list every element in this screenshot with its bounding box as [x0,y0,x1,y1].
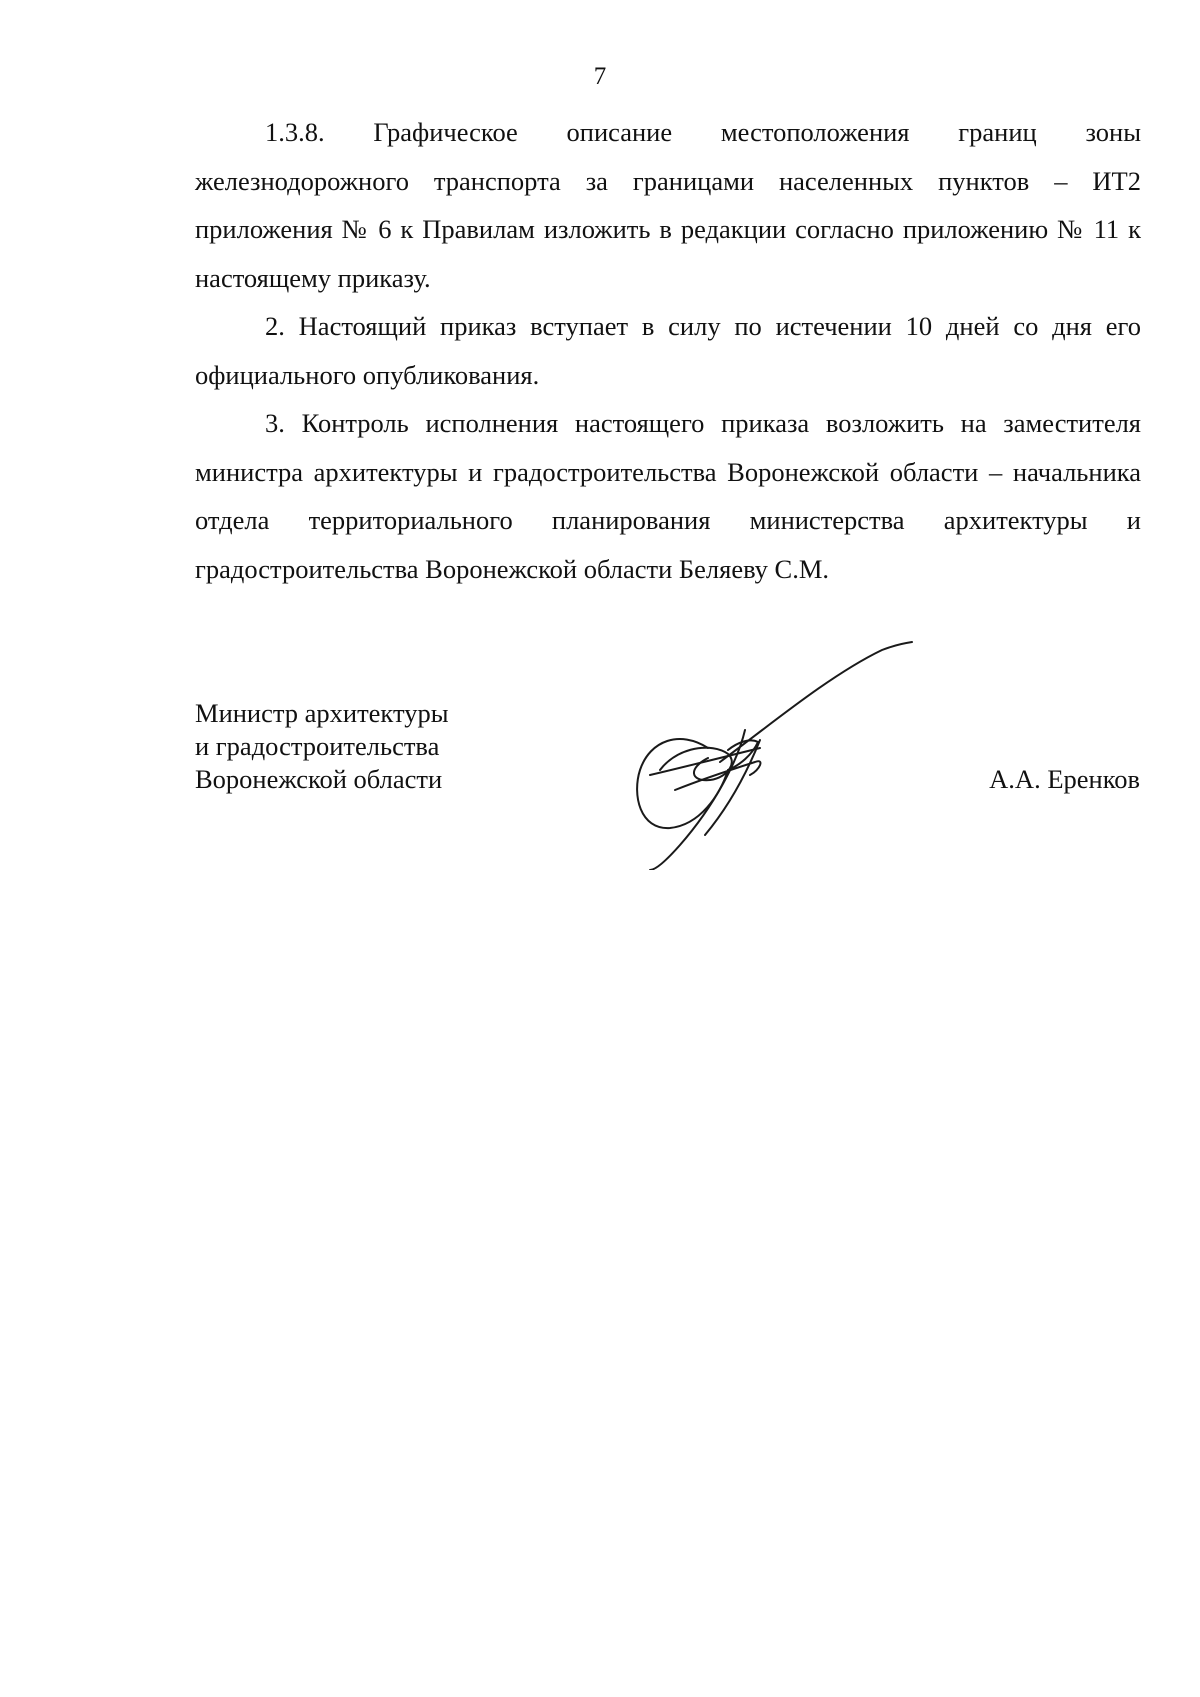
signer-name: А.А. Еренков [989,764,1140,794]
paragraph-1-3-8: 1.3.8. Графическое описание местоположения границ зоны железнодорожного транспорта за границами населенных пунктов – ИТ2 приложения № 6 к Правилам изложить в редакции согласно приложению № 11 к настоящему приказу. [195,117,1141,293]
signer-position-line: Министр архитектуры [195,698,449,728]
signer-position [195,697,615,796]
signer-position-line: и градостроительства [195,731,440,761]
page-number: 7 [593,63,607,90]
paragraph-2: 2. Настоящий приказ вступает в силу по истечении 10 дней со дня его официального опубликования. [195,311,1141,390]
document-body [195,108,1141,593]
signer-position-line: Воронежской области [195,764,443,794]
handwritten-signature-icon [620,630,970,870]
paragraph-3: 3. Контроль исполнения настоящего приказа возложить на заместителя министра архитектуры и градостроительства Воронежской области – начальника отдела территориального планирования министерства архитектуры и градостроительства Воронежской области Беляеву С.М. [195,408,1141,584]
